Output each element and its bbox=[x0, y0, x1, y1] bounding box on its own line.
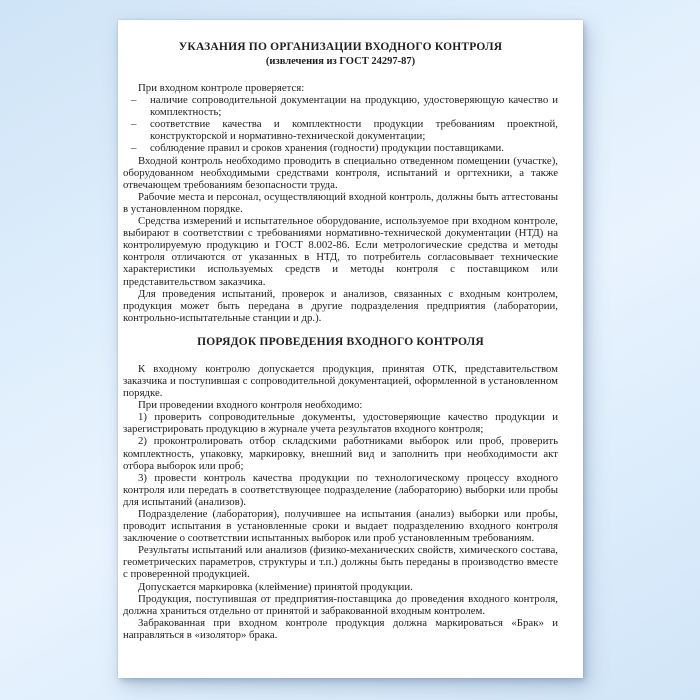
paragraph: 1) проверить сопроводительные документы, удостоверяющие качество продукции и зарегистрировать продукцию в журнале учета результатов входного контроля; bbox=[123, 411, 558, 436]
paragraph: Забракованная при входном контроле продукция должна маркироваться «Брак» и направляться в «изолятор» брака. bbox=[123, 616, 558, 641]
paragraph: При проведении входного контроля необходимо: bbox=[138, 399, 363, 412]
document-body bbox=[123, 82, 558, 641]
paragraph: 3) провести контроль качества продукции по технологическому процессу входного контроля или передать в соответствующее подразделение (лабораторию) выборки или пробы для испытаний (анализов). bbox=[123, 471, 558, 508]
paragraph: Входной контроль необходимо проводить в специально отведенном помещении (участке), оборудованном необходимыми средствами контроля, испытаний и оргтехники, а также отвечающем требованиям безопасности труда. bbox=[123, 154, 558, 191]
lead-paragraph: При входном контроле проверяется: bbox=[138, 82, 305, 94]
bullet-text: наличие сопроводительной документации на продукцию, удостоверяющую качество и комплектность; bbox=[150, 94, 558, 119]
section-heading: ПОРЯДОК ПРОВЕДЕНИЯ ВХОДНОГО КОНТРОЛЯ bbox=[197, 335, 484, 348]
paragraph: К входному контролю допускается продукция, принятая ОТК, представительством заказчика и поступившая с сопроводительной документацией, оформленной в установленном порядке. bbox=[123, 362, 558, 400]
paragraph: Рабочие места и персонал, осуществляющий входной контроль, должны быть аттестованы в установленном порядке. bbox=[123, 190, 558, 215]
bullet-item bbox=[123, 94, 558, 118]
bullet-item bbox=[123, 142, 558, 154]
bullet-text: соблюдение правил и сроков хранения (годности) продукции поставщиками. bbox=[150, 142, 504, 155]
dash-bullet-marker: – bbox=[131, 142, 137, 155]
paragraph: Продукция, поступившая от предприятия-поставщика до проведения входного контроля, должна храниться отдельно от принятой и забракованной входным контролем. bbox=[123, 592, 558, 617]
paragraph: Средства измерений и испытательное оборудование, используемое при входном контроле, выбирают в соответствии с требованиями нормативно-технической документации (НТД) на контролируемую продукцию и ГОСТ 8.002-86. Если метрологические средства и методы контроля отличаются от указанных в НТД, то потребитель согласовывает технические характеристики используемых средств и методы контроля с поставщиком или представительством заказчика. bbox=[123, 215, 558, 288]
dash-bullet-marker: – bbox=[131, 118, 137, 131]
paragraph: Допускается маркировка (клеймение) принятой продукции. bbox=[138, 580, 413, 593]
dash-bullet-marker: – bbox=[131, 94, 137, 107]
section-procedure bbox=[123, 363, 558, 641]
bullet-item bbox=[123, 118, 558, 142]
document-subtitle: (извлечения из ГОСТ 24297-87) bbox=[265, 56, 416, 67]
paragraph: Для проведения испытаний, проверок и анализов, связанных с входным контролем, продукция может быть передана в другие подразделения предприятия (лаборатории, контрольно-испытательные станции и др.). bbox=[123, 287, 558, 324]
paragraph: Результаты испытаний или анализов (физико-механических свойств, химического состава, геометрических параметров, структуры и т.п.) должны быть переданы в производство вместе с проверенной продукцией. bbox=[123, 544, 558, 581]
checklist bbox=[123, 94, 558, 154]
paragraph: Подразделение (лаборатория), получившее на испытания (анализ) выборки или пробы, проводит испытания в установленные сроки и выдает подразделению входного контроля заключение о соответствии испытанных выборок или проб установленным требованиям. bbox=[123, 508, 558, 545]
bullet-text: соответствие качества и комплектности продукции требованиям проектной, конструкторской и нормативно-технической документации; bbox=[150, 118, 558, 143]
document-title: УКАЗАНИЯ ПО ОРГАНИЗАЦИИ ВХОДНОГО КОНТРОЛЯ bbox=[178, 41, 503, 53]
section-general bbox=[123, 82, 558, 324]
document-page bbox=[118, 20, 583, 678]
general-paragraphs bbox=[123, 155, 558, 324]
paragraph: 2) проконтролировать отбор складскими работниками выборок или проб, проверить комплектность, упаковку, маркировку, внешний вид и заполнить при необходимости акт отбора выборок или проб; bbox=[123, 435, 558, 472]
procedure-paragraphs bbox=[123, 363, 558, 641]
